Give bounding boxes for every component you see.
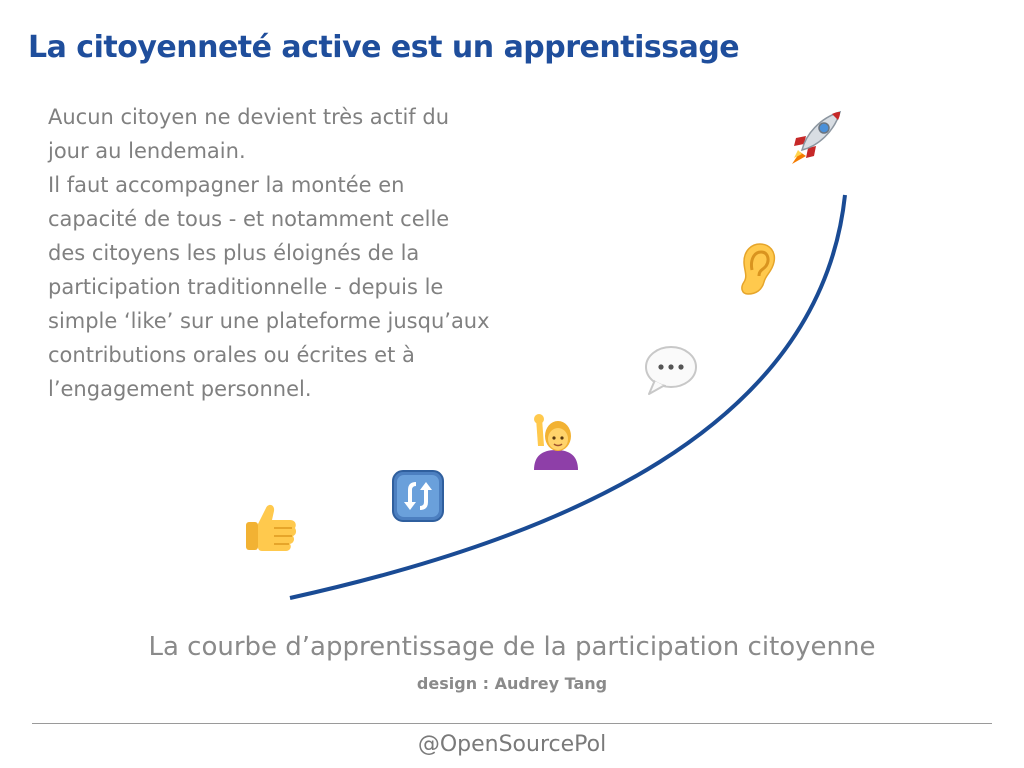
speech-bubble-icon (641, 340, 701, 400)
body-paragraph-2: Il faut accompagner la montée en capacité de tous - et notamment celle des citoyens les plus éloignés de la participation traditionnelle - depuis le simple ‘like’ sur une plateforme jusqu’aux contributions orales ou écrites et à l’engagement personnel. (48, 173, 490, 401)
body-paragraph-1: Aucun citoyen ne devient très actif du jour au lendemain. (48, 105, 449, 163)
design-credit: design : Audrey Tang (416, 674, 608, 693)
ear-icon (726, 240, 786, 300)
rocket-icon (786, 106, 846, 166)
person-raising-hand-icon (526, 412, 586, 472)
footer-handle: @OpenSourcePol (417, 732, 607, 757)
repeat-arrows-icon (388, 466, 448, 526)
diagram-caption: La courbe d’apprentissage de la participation citoyenne (148, 632, 876, 662)
thumbs-up-icon (238, 494, 298, 554)
slide-title: La citoyenneté active est un apprentissage (28, 30, 740, 65)
footer-divider (32, 723, 992, 724)
